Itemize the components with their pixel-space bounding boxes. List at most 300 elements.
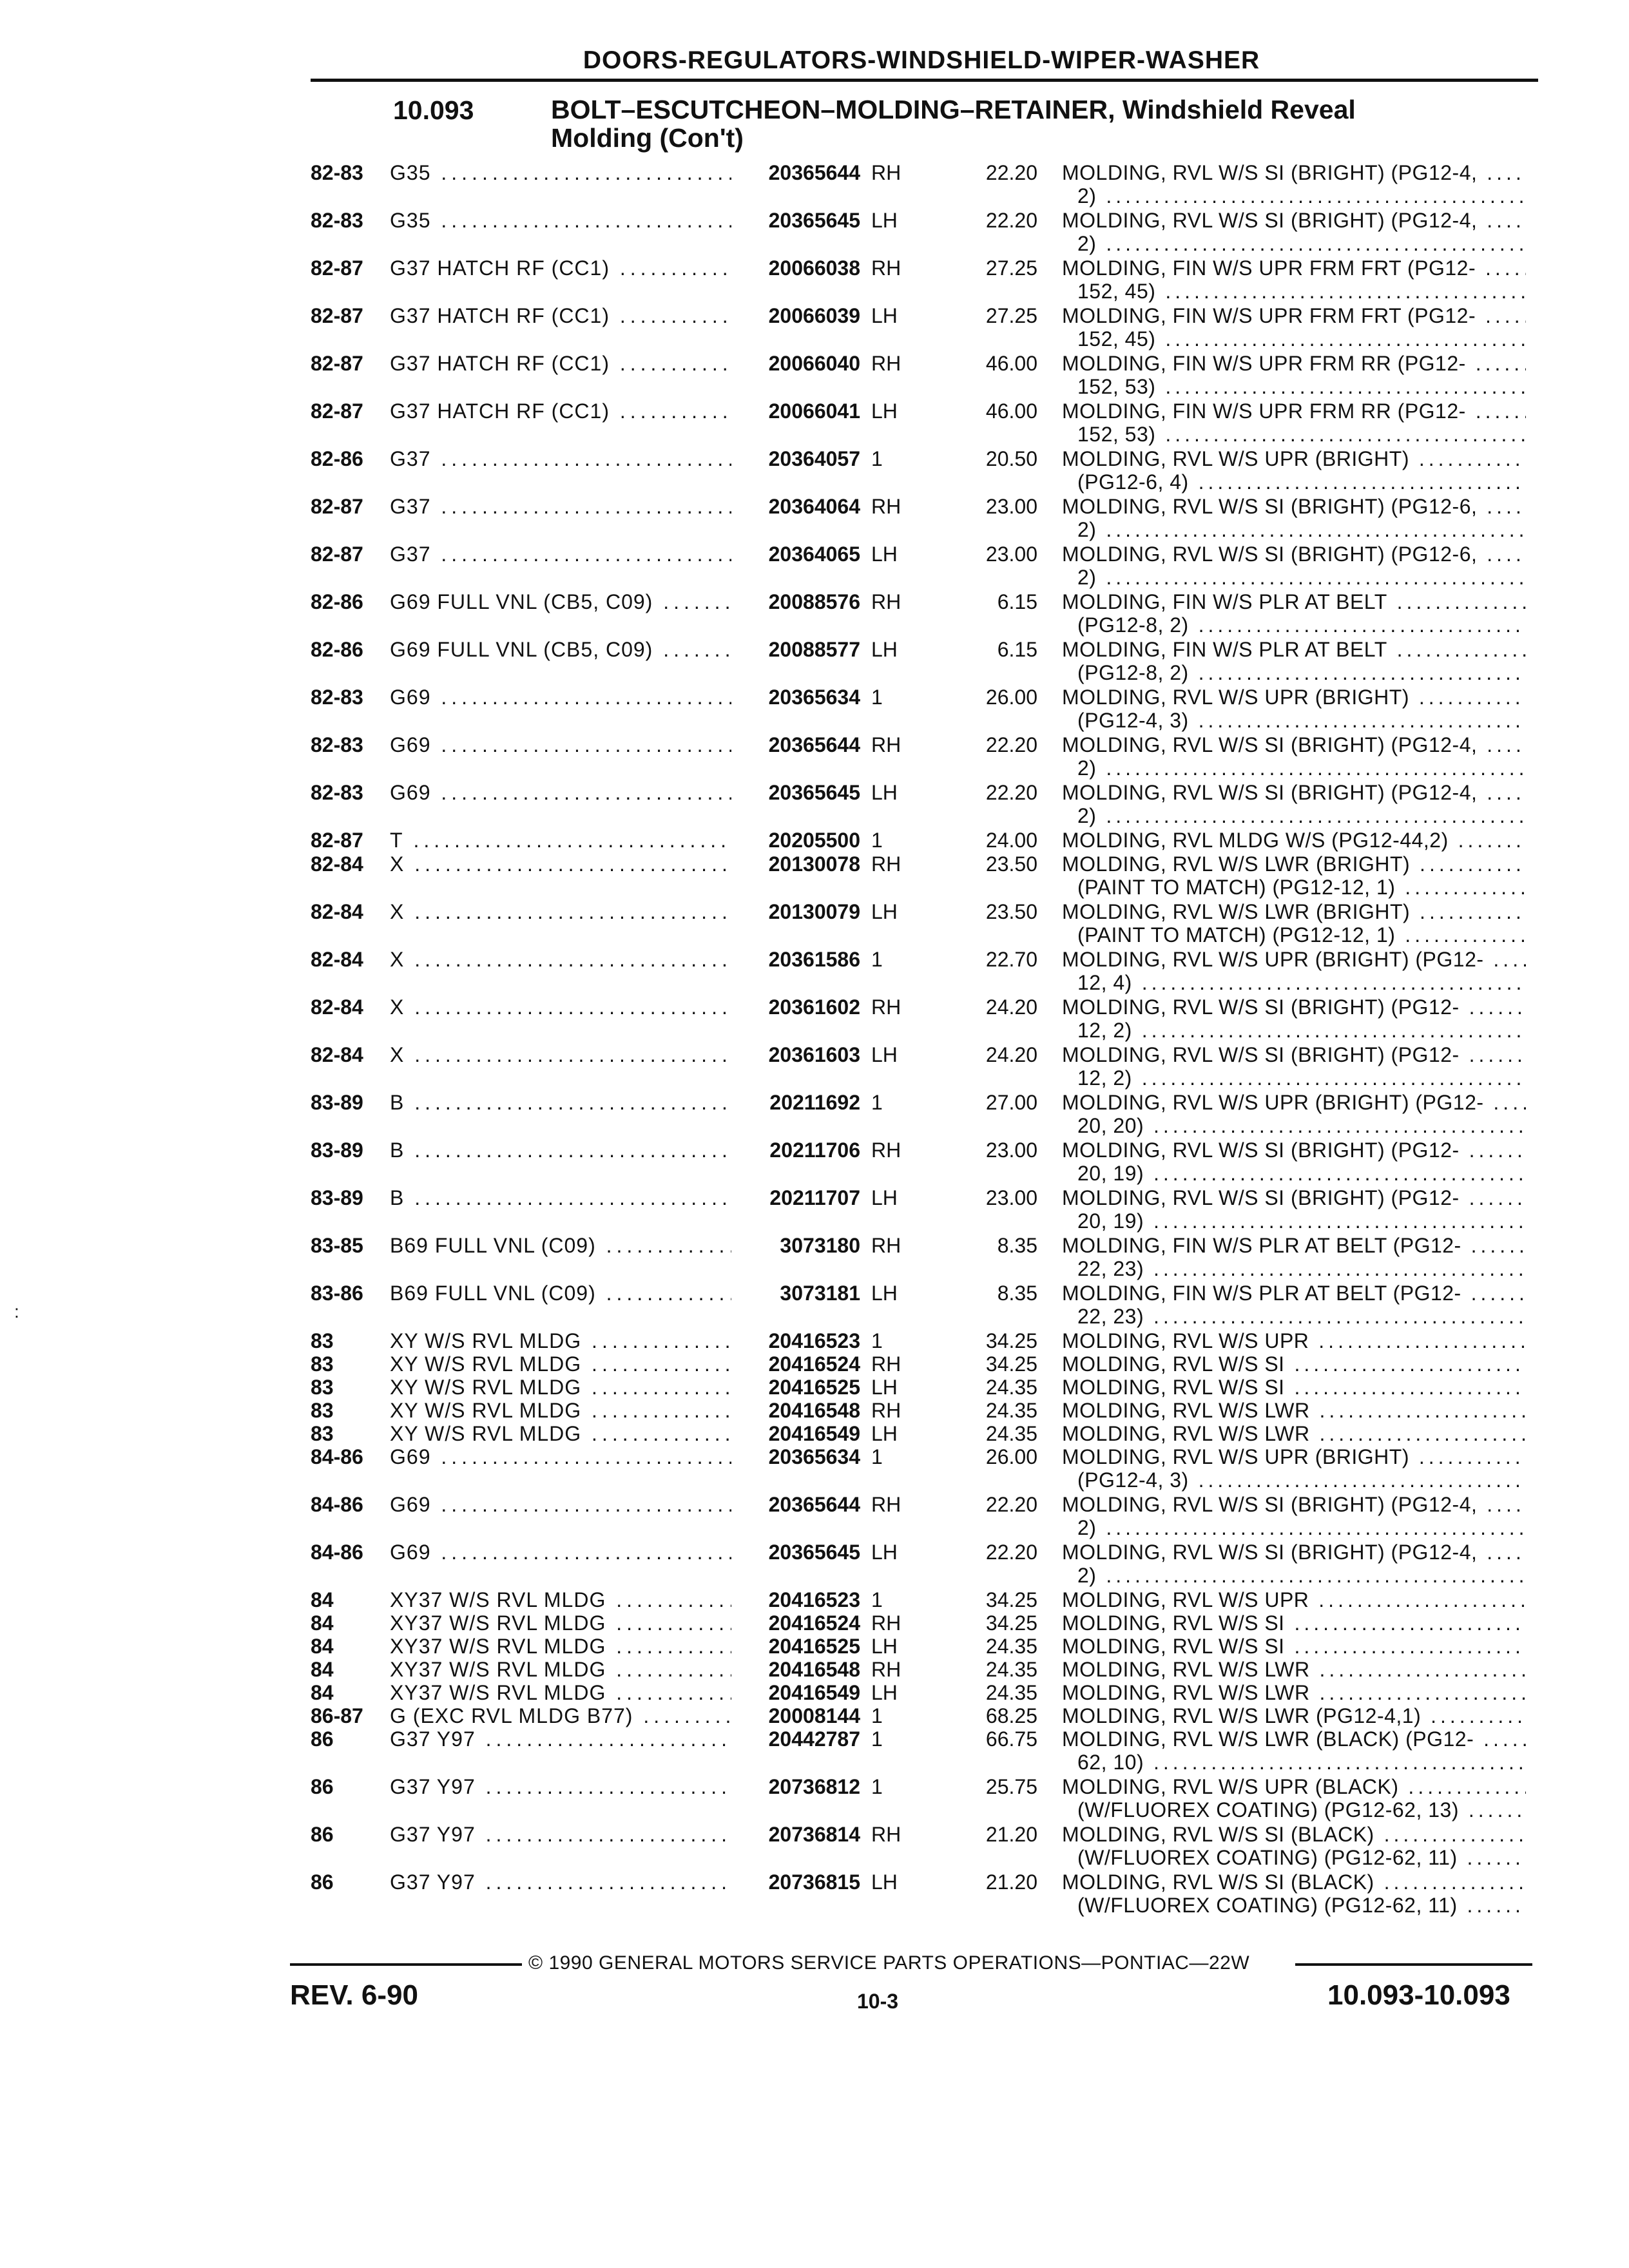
section-number: 10.093 bbox=[393, 95, 474, 125]
model-application: X ..... bbox=[390, 852, 731, 876]
side-or-qty: 1 bbox=[871, 948, 883, 971]
parts-row bbox=[0, 638, 1629, 683]
description-line1: MOLDING, RVL W/S SI (BRIGHT) (PG12- ..... bbox=[1062, 1186, 1526, 1209]
page-range: 10.093-10.093 bbox=[1327, 1979, 1510, 2011]
model-year: 82-86 bbox=[311, 447, 363, 470]
part-number: 20130078 bbox=[768, 852, 860, 876]
model-application: B69 FULL VNL (C09) ..... bbox=[390, 1282, 731, 1305]
description-line1: MOLDING, RVL W/S SI ..... bbox=[1062, 1635, 1526, 1658]
part-number: 20736812 bbox=[768, 1775, 860, 1798]
parts-row bbox=[0, 1091, 1629, 1136]
list-price: 66.75 bbox=[985, 1727, 1037, 1751]
model-application: G69 ..... bbox=[390, 733, 731, 756]
part-number: 20365634 bbox=[768, 1445, 860, 1468]
side-or-qty: RH bbox=[871, 852, 901, 876]
model-application: XY37 W/S RVL MLDG ..... bbox=[390, 1658, 731, 1681]
parts-row bbox=[0, 399, 1629, 445]
part-number: 20361603 bbox=[768, 1043, 860, 1066]
side-or-qty: RH bbox=[871, 995, 901, 1019]
model-year: 82-87 bbox=[311, 543, 363, 566]
list-price: 22.70 bbox=[985, 948, 1037, 971]
description-line2: (PAINT TO MATCH) (PG12-12, 1) ..... bbox=[1077, 923, 1526, 947]
side-or-qty: 1 bbox=[871, 686, 883, 709]
part-number: 20416523 bbox=[768, 1588, 860, 1611]
model-application: G69 ..... bbox=[390, 686, 731, 709]
description-line2: 20, 20) ..... bbox=[1077, 1114, 1526, 1137]
part-number: 3073180 bbox=[780, 1234, 860, 1257]
parts-row bbox=[0, 995, 1629, 1041]
list-price: 22.20 bbox=[985, 209, 1037, 232]
list-price: 23.00 bbox=[985, 1186, 1037, 1209]
page-header-title: DOORS-REGULATORS-WINDSHIELD-WIPER-WASHER bbox=[583, 46, 1260, 74]
parts-row bbox=[0, 1282, 1629, 1327]
list-price: 23.00 bbox=[985, 543, 1037, 566]
side-or-qty: 1 bbox=[871, 447, 883, 470]
list-price: 34.25 bbox=[985, 1611, 1037, 1635]
list-price: 22.20 bbox=[985, 1493, 1037, 1516]
parts-row bbox=[0, 1870, 1629, 1916]
description-line2: 2) ..... bbox=[1077, 804, 1526, 827]
description-line1: MOLDING, RVL W/S SI (BRIGHT) (PG12- ..... bbox=[1062, 1043, 1526, 1066]
parts-row bbox=[0, 1376, 1629, 1399]
model-application: XY W/S RVL MLDG ..... bbox=[390, 1329, 731, 1352]
side-or-qty: RH bbox=[871, 352, 901, 375]
parts-row bbox=[0, 447, 1629, 492]
list-price: 23.00 bbox=[985, 1139, 1037, 1162]
model-year: 83 bbox=[311, 1329, 334, 1352]
model-application: G37 Y97 ..... bbox=[390, 1870, 731, 1894]
parts-row bbox=[0, 1445, 1629, 1490]
list-price: 8.35 bbox=[997, 1234, 1037, 1257]
model-year: 86 bbox=[311, 1727, 334, 1751]
part-number: 20736814 bbox=[768, 1823, 860, 1846]
list-price: 20.50 bbox=[985, 447, 1037, 470]
side-or-qty: 1 bbox=[871, 1091, 883, 1114]
list-price: 22.20 bbox=[985, 1541, 1037, 1564]
side-or-qty: 1 bbox=[871, 1775, 883, 1798]
side-or-qty: LH bbox=[871, 900, 898, 923]
list-price: 34.25 bbox=[985, 1352, 1037, 1376]
model-year: 82-87 bbox=[311, 495, 363, 518]
description-line1: MOLDING, FIN W/S UPR FRM FRT (PG12- ..... bbox=[1062, 256, 1526, 280]
description-line2: 20, 19) ..... bbox=[1077, 1209, 1526, 1233]
parts-row bbox=[0, 161, 1629, 206]
parts-row bbox=[0, 1043, 1629, 1088]
parts-row bbox=[0, 781, 1629, 826]
part-number: 20361586 bbox=[768, 948, 860, 971]
model-year: 83-86 bbox=[311, 1282, 363, 1305]
side-or-qty: RH bbox=[871, 1658, 901, 1681]
list-price: 23.50 bbox=[985, 852, 1037, 876]
side-or-qty: LH bbox=[871, 1282, 898, 1305]
list-price: 22.20 bbox=[985, 161, 1037, 184]
list-price: 6.15 bbox=[997, 638, 1037, 661]
description-line1: MOLDING, RVL W/S SI ..... bbox=[1062, 1352, 1526, 1376]
list-price: 26.00 bbox=[985, 1445, 1037, 1468]
description-line1: MOLDING, FIN W/S UPR FRM RR (PG12- ..... bbox=[1062, 399, 1526, 423]
side-or-qty: LH bbox=[871, 1541, 898, 1564]
side-or-qty: RH bbox=[871, 1139, 901, 1162]
part-number: 20364064 bbox=[768, 495, 860, 518]
model-application: G37 ..... bbox=[390, 495, 731, 518]
part-number: 20416524 bbox=[768, 1611, 860, 1635]
part-number: 20211706 bbox=[769, 1139, 860, 1162]
model-application: G69 FULL VNL (CB5, C09) ..... bbox=[390, 590, 731, 613]
model-year: 82-86 bbox=[311, 590, 363, 613]
description-line1: MOLDING, RVL W/S SI ..... bbox=[1062, 1611, 1526, 1635]
footer-copyright: © 1990 GENERAL MOTORS SERVICE PARTS OPERATIONS—PONTIAC—22W bbox=[528, 1952, 1250, 1974]
model-application: XY W/S RVL MLDG ..... bbox=[390, 1399, 731, 1422]
description-line2: 2) ..... bbox=[1077, 232, 1526, 255]
part-number: 20364057 bbox=[768, 447, 860, 470]
model-application: G37 ..... bbox=[390, 543, 731, 566]
description-line1: MOLDING, RVL W/S UPR (BRIGHT) ..... bbox=[1062, 447, 1526, 470]
parts-row bbox=[0, 1658, 1629, 1681]
part-number: 20416523 bbox=[768, 1329, 860, 1352]
part-number: 20211692 bbox=[769, 1091, 860, 1114]
side-or-qty: RH bbox=[871, 1823, 901, 1846]
side-or-qty: LH bbox=[871, 1422, 898, 1445]
description-line2: 62, 10) ..... bbox=[1077, 1751, 1526, 1774]
list-price: 24.00 bbox=[985, 829, 1037, 852]
model-year: 82-87 bbox=[311, 352, 363, 375]
parts-row bbox=[0, 1493, 1629, 1538]
list-price: 68.25 bbox=[985, 1704, 1037, 1727]
side-or-qty: LH bbox=[871, 1870, 898, 1894]
model-year: 82-83 bbox=[311, 733, 363, 756]
description-line2: 152, 45) ..... bbox=[1077, 327, 1526, 351]
description-line1: MOLDING, FIN W/S PLR AT BELT (PG12- ..... bbox=[1062, 1282, 1526, 1305]
description-line1: MOLDING, RVL W/S LWR ..... bbox=[1062, 1422, 1526, 1445]
part-number: 20066040 bbox=[768, 352, 860, 375]
model-application: X ..... bbox=[390, 948, 731, 971]
model-year: 82-87 bbox=[311, 399, 363, 423]
model-application: G37 HATCH RF (CC1) ..... bbox=[390, 399, 731, 423]
model-application: G37 ..... bbox=[390, 447, 731, 470]
part-number: 20736815 bbox=[768, 1870, 860, 1894]
model-year: 84 bbox=[311, 1635, 334, 1658]
description-line2: (PG12-8, 2) ..... bbox=[1077, 613, 1526, 637]
side-or-qty: 1 bbox=[871, 1704, 883, 1727]
side-or-qty: RH bbox=[871, 1399, 901, 1422]
model-year: 84-86 bbox=[311, 1541, 363, 1564]
part-number: 20130079 bbox=[768, 900, 860, 923]
part-number: 20361602 bbox=[768, 995, 860, 1019]
part-number: 20416548 bbox=[768, 1399, 860, 1422]
list-price: 24.20 bbox=[985, 1043, 1037, 1066]
list-price: 24.35 bbox=[985, 1658, 1037, 1681]
description-line2: (PAINT TO MATCH) (PG12-12, 1) ..... bbox=[1077, 876, 1526, 899]
description-line2: 20, 19) ..... bbox=[1077, 1162, 1526, 1185]
model-year: 83 bbox=[311, 1352, 334, 1376]
model-year: 82-87 bbox=[311, 304, 363, 327]
model-application: X ..... bbox=[390, 900, 731, 923]
list-price: 6.15 bbox=[997, 590, 1037, 613]
model-application: G69 ..... bbox=[390, 1541, 731, 1564]
description-line1: MOLDING, RVL W/S SI ..... bbox=[1062, 1376, 1526, 1399]
part-number: 20365644 bbox=[768, 733, 860, 756]
list-price: 25.75 bbox=[985, 1775, 1037, 1798]
description-line1: MOLDING, FIN W/S PLR AT BELT (PG12- ..... bbox=[1062, 1234, 1526, 1257]
side-or-qty: 1 bbox=[871, 1445, 883, 1468]
description-line1: MOLDING, RVL W/S SI (BLACK) ..... bbox=[1062, 1823, 1526, 1846]
model-application: B ..... bbox=[390, 1139, 731, 1162]
side-or-qty: 1 bbox=[871, 1727, 883, 1751]
parts-row bbox=[0, 1727, 1629, 1773]
parts-row bbox=[0, 590, 1629, 635]
description-line1: MOLDING, FIN W/S PLR AT BELT ..... bbox=[1062, 590, 1526, 613]
parts-row bbox=[0, 1611, 1629, 1635]
model-application: G37 Y97 ..... bbox=[390, 1823, 731, 1846]
description-line1: MOLDING, RVL W/S UPR (BRIGHT) (PG12- ..... bbox=[1062, 1091, 1526, 1114]
model-application: XY37 W/S RVL MLDG ..... bbox=[390, 1611, 731, 1635]
section-title-line1: BOLT–ESCUTCHEON–MOLDING–RETAINER, Windshield Reveal bbox=[551, 95, 1356, 124]
side-or-qty: LH bbox=[871, 399, 898, 423]
list-price: 8.35 bbox=[997, 1282, 1037, 1305]
description-line1: MOLDING, RVL W/S SI (BRIGHT) (PG12-4, ..... bbox=[1062, 781, 1526, 804]
model-application: G69 ..... bbox=[390, 781, 731, 804]
part-number: 20416525 bbox=[768, 1635, 860, 1658]
side-or-qty: LH bbox=[871, 304, 898, 327]
description-line2: (W/FLUOREX COATING) (PG12-62, 11) ..... bbox=[1077, 1894, 1526, 1917]
description-line2: 22, 23) ..... bbox=[1077, 1257, 1526, 1280]
model-year: 86 bbox=[311, 1870, 334, 1894]
model-year: 82-84 bbox=[311, 1043, 363, 1066]
model-year: 82-83 bbox=[311, 161, 363, 184]
model-year: 84 bbox=[311, 1658, 334, 1681]
side-or-qty: LH bbox=[871, 1681, 898, 1704]
side-or-qty: 1 bbox=[871, 1588, 883, 1611]
part-number: 20088576 bbox=[768, 590, 860, 613]
parts-row bbox=[0, 1588, 1629, 1611]
part-number: 20088577 bbox=[768, 638, 860, 661]
description-line2: 2) ..... bbox=[1077, 1516, 1526, 1539]
parts-row bbox=[0, 543, 1629, 588]
side-or-qty: RH bbox=[871, 495, 901, 518]
side-or-qty: RH bbox=[871, 733, 901, 756]
description-line1: MOLDING, RVL W/S UPR ..... bbox=[1062, 1588, 1526, 1611]
description-line2: 152, 53) ..... bbox=[1077, 423, 1526, 446]
footer-rule-right bbox=[1295, 1963, 1532, 1966]
list-price: 34.25 bbox=[985, 1588, 1037, 1611]
description-line1: MOLDING, RVL W/S LWR (BLACK) (PG12- ..... bbox=[1062, 1727, 1526, 1751]
list-price: 27.00 bbox=[985, 1091, 1037, 1114]
list-price: 24.35 bbox=[985, 1635, 1037, 1658]
description-line2: (PG12-6, 4) ..... bbox=[1077, 470, 1526, 494]
description-line1: MOLDING, RVL W/S UPR ..... bbox=[1062, 1329, 1526, 1352]
list-price: 24.35 bbox=[985, 1376, 1037, 1399]
part-number: 20066041 bbox=[768, 399, 860, 423]
parts-row bbox=[0, 1775, 1629, 1820]
model-year: 83-85 bbox=[311, 1234, 363, 1257]
list-price: 23.00 bbox=[985, 495, 1037, 518]
part-number: 20416524 bbox=[768, 1352, 860, 1376]
description-line1: MOLDING, RVL W/S LWR ..... bbox=[1062, 1658, 1526, 1681]
description-line1: MOLDING, RVL W/S SI (BRIGHT) (PG12-4, ..... bbox=[1062, 1541, 1526, 1564]
description-line1: MOLDING, RVL W/S UPR (BRIGHT) ..... bbox=[1062, 1445, 1526, 1468]
side-or-qty: LH bbox=[871, 638, 898, 661]
parts-row bbox=[0, 1139, 1629, 1184]
parts-row bbox=[0, 352, 1629, 397]
part-number: 3073181 bbox=[780, 1282, 860, 1305]
model-year: 83-89 bbox=[311, 1139, 363, 1162]
description-line2: 152, 53) ..... bbox=[1077, 375, 1526, 398]
description-line2: 2) ..... bbox=[1077, 184, 1526, 207]
part-number: 20442787 bbox=[768, 1727, 860, 1751]
list-price: 24.35 bbox=[985, 1422, 1037, 1445]
parts-row bbox=[0, 209, 1629, 254]
description-line2: (W/FLUOREX COATING) (PG12-62, 11) ..... bbox=[1077, 1846, 1526, 1869]
description-line2: 152, 45) ..... bbox=[1077, 280, 1526, 303]
model-year: 86 bbox=[311, 1775, 334, 1798]
model-year: 83-89 bbox=[311, 1091, 363, 1114]
model-application: XY37 W/S RVL MLDG ..... bbox=[390, 1635, 731, 1658]
model-year: 84 bbox=[311, 1588, 334, 1611]
description-line2: 22, 23) ..... bbox=[1077, 1305, 1526, 1328]
model-year: 83 bbox=[311, 1399, 334, 1422]
side-or-qty: LH bbox=[871, 1043, 898, 1066]
parts-row bbox=[0, 1329, 1629, 1352]
parts-row bbox=[0, 495, 1629, 540]
part-number: 20211707 bbox=[769, 1186, 860, 1209]
description-line1: MOLDING, RVL W/S SI (BRIGHT) (PG12-4, ..... bbox=[1062, 209, 1526, 232]
part-number: 20365645 bbox=[768, 1541, 860, 1564]
footer-rule-left bbox=[290, 1963, 522, 1966]
description-line1: MOLDING, RVL W/S LWR ..... bbox=[1062, 1399, 1526, 1422]
model-application: T ..... bbox=[390, 829, 731, 852]
model-application: X ..... bbox=[390, 995, 731, 1019]
model-year: 84-86 bbox=[311, 1493, 363, 1516]
model-year: 82-84 bbox=[311, 900, 363, 923]
parts-row bbox=[0, 304, 1629, 349]
part-number: 20416549 bbox=[768, 1681, 860, 1704]
description-line1: MOLDING, RVL W/S LWR (BRIGHT) ..... bbox=[1062, 852, 1526, 876]
model-year: 82-84 bbox=[311, 852, 363, 876]
model-application: G69 ..... bbox=[390, 1493, 731, 1516]
list-price: 46.00 bbox=[985, 399, 1037, 423]
side-or-qty: LH bbox=[871, 781, 898, 804]
part-number: 20066038 bbox=[768, 256, 860, 280]
parts-row bbox=[0, 948, 1629, 993]
model-year: 82-87 bbox=[311, 256, 363, 280]
parts-row bbox=[0, 1422, 1629, 1445]
side-or-qty: RH bbox=[871, 1234, 901, 1257]
page-number: 10-3 bbox=[857, 1990, 899, 2013]
model-year: 86-87 bbox=[311, 1704, 363, 1727]
description-line1: MOLDING, FIN W/S PLR AT BELT ..... bbox=[1062, 638, 1526, 661]
section-title-line2: Molding (Con't) bbox=[551, 123, 744, 153]
side-or-qty: RH bbox=[871, 1352, 901, 1376]
model-application: X ..... bbox=[390, 1043, 731, 1066]
description-line1: MOLDING, RVL MLDG W/S (PG12-44,2) ..... bbox=[1062, 829, 1526, 852]
model-application: G37 HATCH RF (CC1) ..... bbox=[390, 256, 731, 280]
list-price: 24.35 bbox=[985, 1399, 1037, 1422]
description-line1: MOLDING, RVL W/S UPR (BRIGHT) (PG12- ..... bbox=[1062, 948, 1526, 971]
model-application: XY37 W/S RVL MLDG ..... bbox=[390, 1588, 731, 1611]
part-number: 20365645 bbox=[768, 781, 860, 804]
description-line1: MOLDING, RVL W/S UPR (BRIGHT) ..... bbox=[1062, 686, 1526, 709]
model-year: 84 bbox=[311, 1681, 334, 1704]
description-line1: MOLDING, FIN W/S UPR FRM FRT (PG12- ..... bbox=[1062, 304, 1526, 327]
description-line1: MOLDING, RVL W/S SI (BLACK) ..... bbox=[1062, 1870, 1526, 1894]
model-application: G35 ..... bbox=[390, 161, 731, 184]
model-application: XY W/S RVL MLDG ..... bbox=[390, 1422, 731, 1445]
model-year: 86 bbox=[311, 1823, 334, 1846]
parts-row bbox=[0, 1186, 1629, 1231]
side-or-qty: 1 bbox=[871, 1329, 883, 1352]
model-application: G35 ..... bbox=[390, 209, 731, 232]
parts-row bbox=[0, 686, 1629, 731]
model-application: XY W/S RVL MLDG ..... bbox=[390, 1376, 731, 1399]
list-price: 21.20 bbox=[985, 1870, 1037, 1894]
parts-row bbox=[0, 1399, 1629, 1422]
part-number: 20008144 bbox=[768, 1704, 860, 1727]
list-price: 24.20 bbox=[985, 995, 1037, 1019]
model-application: XY37 W/S RVL MLDG ..... bbox=[390, 1681, 731, 1704]
description-line2: 12, 4) ..... bbox=[1077, 971, 1526, 994]
parts-row bbox=[0, 1234, 1629, 1279]
model-year: 82-84 bbox=[311, 948, 363, 971]
model-year: 82-84 bbox=[311, 995, 363, 1019]
list-price: 24.35 bbox=[985, 1681, 1037, 1704]
side-or-qty: LH bbox=[871, 1635, 898, 1658]
model-application: XY W/S RVL MLDG ..... bbox=[390, 1352, 731, 1376]
description-line1: MOLDING, RVL W/S LWR (BRIGHT) ..... bbox=[1062, 900, 1526, 923]
list-price: 26.00 bbox=[985, 686, 1037, 709]
model-application: G37 HATCH RF (CC1) ..... bbox=[390, 352, 731, 375]
part-number: 20205500 bbox=[768, 829, 860, 852]
side-or-qty: RH bbox=[871, 590, 901, 613]
model-year: 82-83 bbox=[311, 781, 363, 804]
list-price: 22.20 bbox=[985, 781, 1037, 804]
model-application: G (EXC RVL MLDG B77) ..... bbox=[390, 1704, 731, 1727]
model-year: 82-86 bbox=[311, 638, 363, 661]
model-year: 83 bbox=[311, 1376, 334, 1399]
side-or-qty: RH bbox=[871, 256, 901, 280]
description-line1: MOLDING, RVL W/S SI (BRIGHT) (PG12- ..... bbox=[1062, 1139, 1526, 1162]
revision-label: REV. 6-90 bbox=[290, 1979, 418, 2011]
side-or-qty: LH bbox=[871, 1376, 898, 1399]
parts-row bbox=[0, 900, 1629, 945]
description-line1: MOLDING, RVL W/S SI (BRIGHT) (PG12-4, ..... bbox=[1062, 733, 1526, 756]
part-number: 20364065 bbox=[768, 543, 860, 566]
side-or-qty: RH bbox=[871, 1493, 901, 1516]
part-number: 20066039 bbox=[768, 304, 860, 327]
list-price: 46.00 bbox=[985, 352, 1037, 375]
side-or-qty: LH bbox=[871, 543, 898, 566]
part-number: 20416525 bbox=[768, 1376, 860, 1399]
description-line2: (PG12-8, 2) ..... bbox=[1077, 661, 1526, 684]
model-application: G69 FULL VNL (CB5, C09) ..... bbox=[390, 638, 731, 661]
description-line2: 12, 2) ..... bbox=[1077, 1019, 1526, 1042]
list-price: 27.25 bbox=[985, 304, 1037, 327]
side-or-qty: LH bbox=[871, 1186, 898, 1209]
parts-row bbox=[0, 1681, 1629, 1704]
description-line1: MOLDING, RVL W/S LWR ..... bbox=[1062, 1681, 1526, 1704]
parts-row bbox=[0, 829, 1629, 852]
description-line1: MOLDING, RVL W/S SI (BRIGHT) (PG12-6, ..... bbox=[1062, 543, 1526, 566]
part-number: 20416548 bbox=[768, 1658, 860, 1681]
model-year: 84 bbox=[311, 1611, 334, 1635]
margin-mark: : bbox=[14, 1302, 19, 1321]
description-line2: 2) ..... bbox=[1077, 566, 1526, 589]
side-or-qty: RH bbox=[871, 161, 901, 184]
description-line1: MOLDING, RVL W/S SI (BRIGHT) (PG12- ..... bbox=[1062, 995, 1526, 1019]
description-line2: 2) ..... bbox=[1077, 1564, 1526, 1587]
part-number: 20365644 bbox=[768, 161, 860, 184]
part-number: 20365645 bbox=[768, 209, 860, 232]
description-line1: MOLDING, RVL W/S UPR (BLACK) ..... bbox=[1062, 1775, 1526, 1798]
